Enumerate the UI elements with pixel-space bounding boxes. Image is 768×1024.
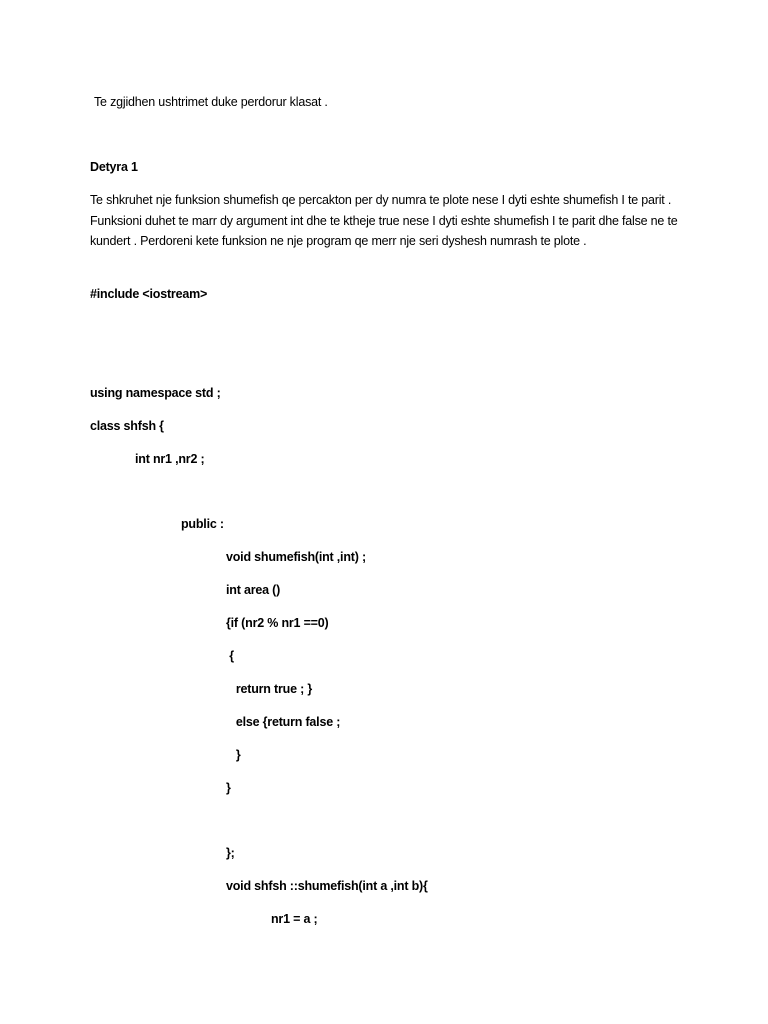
code-line-method-def: void shfsh ::shumefish(int a ,int b){ <box>226 879 428 893</box>
code-line-return-true: return true ; } <box>226 682 312 696</box>
code-line-else: else {return false ; <box>226 715 341 729</box>
code-line-members: int nr1 ,nr2 ; <box>135 452 205 466</box>
code-line-public: public : <box>181 517 224 531</box>
code-line-namespace: using namespace std ; <box>90 386 221 400</box>
code-line-include: #include <iostream> <box>90 287 208 301</box>
code-line-close-brace: } <box>226 781 231 795</box>
code-line-if: {if (nr2 % nr1 ==0) <box>226 616 329 630</box>
code-line-assign: nr1 = a ; <box>271 912 318 926</box>
code-line-area: int area () <box>226 583 281 597</box>
task-heading: Detyra 1 <box>90 160 138 174</box>
task-description: Te shkruhet nje funksion shumefish qe percakton per dy numra te plote nese I dyti eshte shumefish I te parit . Funksioni duhet te marr dy argument int dhe te ktheje true nese I dyti eshte shumefish I te parit dhe false ne te kundert . Perdoreni kete funksion ne nje program qe merr nje seri dyshesh numrash te plote . <box>90 193 678 248</box>
code-line-class-end: }; <box>226 846 235 860</box>
code-line-inner-close: } <box>226 748 241 762</box>
code-line-open-brace: { <box>226 649 234 663</box>
code-line-class: class shfsh { <box>90 419 164 433</box>
intro-line: Te zgjidhen ushtrimet duke perdorur klasat . <box>94 95 328 109</box>
code-line-method-decl: void shumefish(int ,int) ; <box>226 550 366 564</box>
